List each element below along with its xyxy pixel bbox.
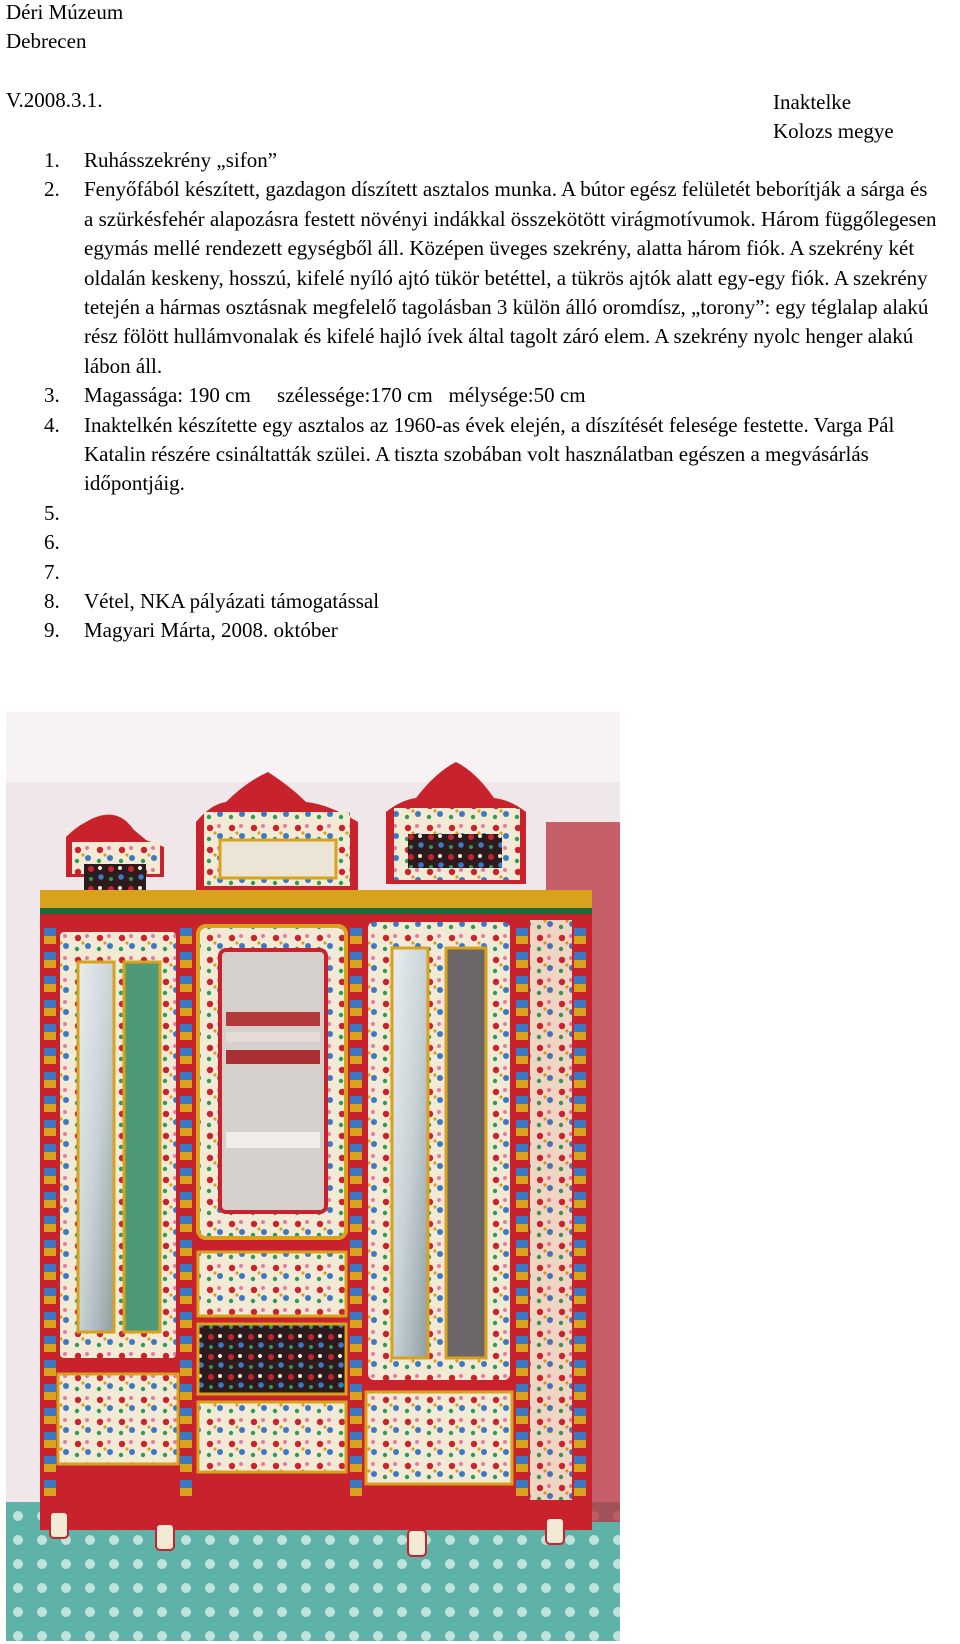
item-number: 9. — [44, 618, 60, 643]
item-text: Magassága: 190 cm szélessége:170 cm mélysége:50 cm — [84, 383, 586, 408]
museum-city: Debrecen — [6, 29, 87, 53]
wardrobe-illustration — [6, 712, 620, 1641]
record-item-1 — [0, 146, 940, 175]
record-items — [0, 146, 940, 646]
record-item-6 — [0, 528, 940, 557]
wardrobe-photo — [6, 712, 620, 1641]
museum-name: Déri Múzeum — [6, 0, 124, 24]
record-item-9 — [0, 616, 940, 645]
item-number: 8. — [44, 589, 60, 614]
item-number: 2. — [44, 177, 60, 202]
item-number: 4. — [44, 412, 60, 437]
item-number: 5. — [44, 500, 60, 525]
inventory-number: V.2008.3.1. — [6, 88, 103, 112]
record-item-4 — [0, 411, 940, 499]
record-item-2 — [0, 175, 940, 381]
record-item-3 — [0, 381, 940, 410]
item-text: Fenyőfából készített, gazdagon díszített asztalos munka. A bútor egész felületét beborítják a sárga és a szürkésfehér alapozásra festett növényi indákkal összekötött virágmotívumok. Három függőlegesen egymás mellé rendezett egységből áll. Középen üveges szekrény, alatta három fiók. A szekrény két oldalán keskeny, hosszú, kifelé nyíló ajtó tükör betéttel, a tükrös ajtók alatt egy-egy fiók. A szekrény tetején a hármas osztásnak megfelelő tagolásban 3 külön álló oromdísz, „torony”: egy téglalap alakú rész fölött hullámvonalak és kifelé hajló ívek által tagolt záró elem. A szekrény nyolc henger alakú lábon áll. — [84, 177, 937, 378]
item-number: 3. — [44, 383, 60, 408]
item-text: Inaktelkén készítette egy asztalos az 1960-as évek elején, a díszítését felesége festette. Varga Pál Katalin részére csináltatták szülei. A tiszta szobában volt használatban egészen a megvásárlás időpontjáig. — [84, 412, 895, 496]
location-county: Kolozs megye — [773, 119, 894, 143]
record-item-7 — [0, 558, 940, 587]
record-item-8 — [0, 587, 940, 616]
item-text: Vétel, NKA pályázati támogatással — [84, 589, 380, 614]
location-village: Inaktelke — [773, 90, 852, 114]
record-item-5 — [0, 499, 940, 528]
item-number: 6. — [44, 530, 60, 555]
item-number: 7. — [44, 559, 60, 584]
item-number: 1. — [44, 148, 60, 172]
item-text: Ruhásszekrény „sifon” — [84, 148, 278, 172]
item-text: Magyari Márta, 2008. október — [84, 618, 338, 643]
